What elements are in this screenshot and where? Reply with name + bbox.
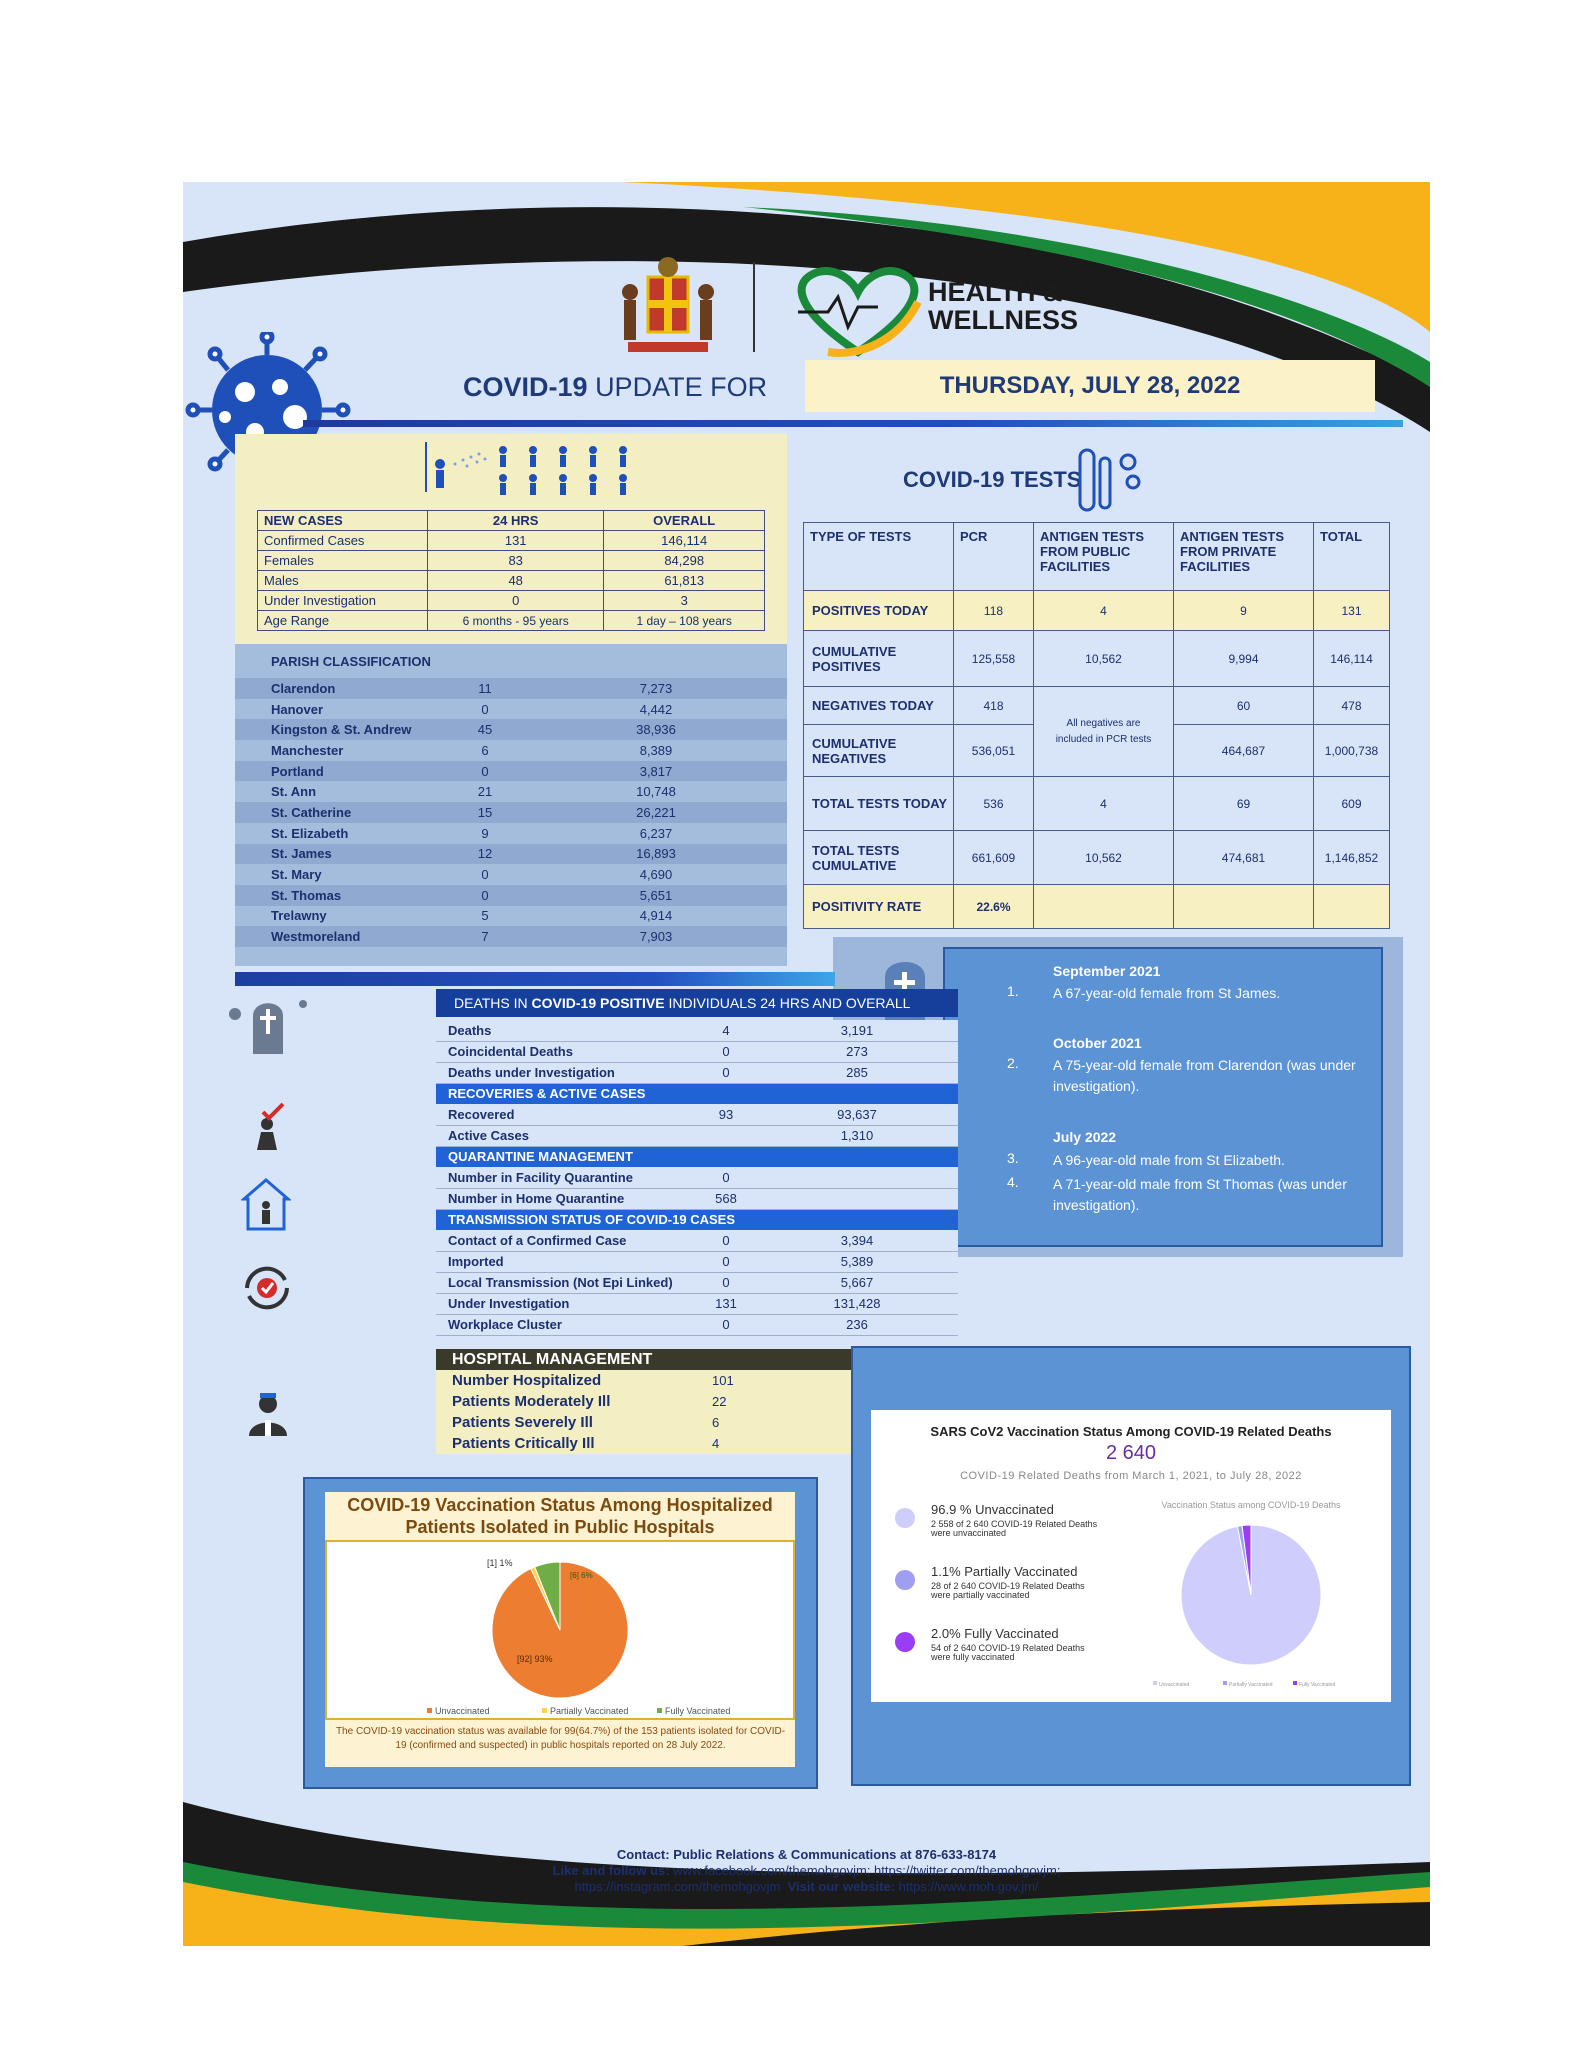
parish-row: Clarendon 11 7,273 (235, 678, 787, 699)
parish-title: PARISH CLASSIFICATION (271, 654, 431, 669)
table-row: TOTAL TESTS CUMULATIVE 661,609 10,562 474,681 1,146,852 (804, 831, 1390, 885)
header-rule (303, 420, 1403, 427)
legend-dot (895, 1632, 915, 1652)
table-row: Patients Moderately Ill 22 (452, 1393, 727, 1410)
legend-pct: 1.1% Partially Vaccinated (931, 1564, 1078, 1579)
legend-swatch (542, 1708, 547, 1713)
vacc-deaths-pie (1151, 1515, 1351, 1690)
pie-label-fully: [6] 6% (570, 1571, 593, 1580)
panel-divider (425, 442, 427, 492)
table-row: Confirmed Cases 131 146,114 (258, 531, 765, 551)
table-row: Under Investigation 0 3 (258, 591, 765, 611)
table-row: NEGATIVES TODAY 418 All negatives are included in PCR tests 60 478 (804, 687, 1390, 725)
legend-swatch (1293, 1681, 1297, 1685)
doctor-icon (243, 1390, 293, 1440)
table-row: Under Investigation 131 131,428 (436, 1293, 958, 1314)
legend-label: Partially Vaccinated (1229, 1682, 1273, 1688)
header-divider (753, 262, 755, 352)
table-row: POSITIVES TODAY 118 4 9 131 (804, 591, 1390, 631)
bulletin-sheet (183, 182, 1430, 1946)
tests-table (803, 522, 1390, 929)
table-row: Patients Critically Ill 4 (452, 1435, 720, 1452)
table-row: CUMULATIVE NEGATIVES 536,051 464,687 1,000,738 (804, 725, 1390, 777)
negatives-note: All negatives are included in PCR tests (1034, 687, 1174, 777)
pie-label-unvaccinated: [92] 93% (517, 1654, 553, 1664)
pie-label-partial: [1] 1% (487, 1558, 513, 1568)
parish-table (235, 678, 787, 947)
tests-title: COVID-19 TESTS (903, 467, 1082, 492)
legend-swatch (427, 1708, 432, 1713)
legend-pct: 96.9 % Unvaccinated (931, 1502, 1054, 1517)
test-tube-icon (1068, 440, 1148, 520)
parish-row: Westmoreland 7 7,903 (235, 926, 787, 947)
table-row: Active Cases 1,310 (436, 1125, 958, 1146)
table-row: TOTAL TESTS TODAY 536 4 69 609 (804, 777, 1390, 831)
table-row: Number in Home Quarantine 568 (436, 1188, 958, 1209)
table-row: Deaths under Investigation 0 285 (436, 1062, 958, 1083)
hospital-heading: HOSPITAL MANAGEMENT (436, 1349, 958, 1370)
legend-swatch (657, 1708, 662, 1713)
vacc-deaths-card (871, 1410, 1391, 1702)
legend-dot (895, 1508, 915, 1528)
table-row: Workplace Cluster 0 236 (436, 1314, 958, 1335)
parish-row: St. Mary 0 4,690 (271, 867, 673, 883)
legend-pct: 2.0% Fully Vaccinated (931, 1626, 1059, 1641)
social-links[interactable]: www.facebook.com/themohgovjm; https://twitter.com/themohgovjm; (673, 1863, 1061, 1878)
legend-dot (895, 1570, 915, 1590)
vacc-hosp-note: The COVID-19 vaccination status was available for 99(64.7%) of the 153 patients isolated for COVID-19 (confirmed and suspected) in public hospitals reported on 28 July 2022. (335, 1726, 786, 1751)
legend-desc: 28 of 2 640 COVID-19 Related Deaths were partially vaccinated (931, 1581, 1085, 1600)
parish-row: St. Ann 21 10,748 (271, 784, 676, 800)
home-quarantine-icon (241, 1177, 291, 1232)
table-row: Number Hospitalized 101 (452, 1372, 734, 1389)
recovered-person-icon (249, 1102, 289, 1152)
new-cases-table (257, 510, 765, 631)
legend-label: Unvaccinated (435, 1706, 490, 1716)
table-row: Number in Facility Quarantine 0 (436, 1167, 958, 1188)
vacc-hosp-title: COVID-19 Vaccination Status Among Hospitalized Patients Isolated in Public Hospitals (347, 1495, 773, 1537)
new-cases-panel (235, 434, 787, 646)
parish-row: St. Elizabeth 9 6,237 (271, 825, 673, 841)
transmission-heading: TRANSMISSION STATUS OF COVID-19 CASES (436, 1209, 958, 1230)
people-spray-icon (425, 442, 635, 502)
vacc-deaths-pie-title: Vaccination Status among COVID-19 Deaths (1161, 1500, 1341, 1510)
legend-swatch (1223, 1681, 1227, 1685)
ministry-logo-text: MINISTRY OF HEALTH & WELLNESS (928, 267, 1079, 335)
table-row: Coincidental Deaths 0 273 (436, 1041, 958, 1062)
website-link[interactable]: https://www.moh.gov.jm/ (898, 1879, 1039, 1894)
legend-desc: 54 of 2 640 COVID-19 Related Deaths were fully vaccinated (931, 1643, 1085, 1662)
parish-row: St. Catherine 15 26,221 (235, 802, 787, 823)
parish-row: St. Thomas 0 5,651 (235, 885, 787, 906)
parish-row: Portland 0 3,817 (235, 761, 787, 782)
vacc-hosp-chart (325, 1540, 795, 1720)
legend-label: Partially Vaccinated (550, 1706, 629, 1716)
table-row: Local Transmission (Not Epi Linked) 0 5,667 (436, 1272, 958, 1293)
legend-label: Fully Vaccinated (665, 1706, 731, 1716)
table-row: Recovered 93 93,637 (436, 1104, 958, 1125)
instagram-link[interactable]: https://instagram.com/themohgovjm (574, 1879, 781, 1894)
deaths-table (436, 1020, 958, 1336)
legend-desc: 2 558 of 2 640 COVID-19 Related Deaths were unvaccinated (931, 1519, 1098, 1538)
table-row: Patients Severely Ill 6 (452, 1414, 720, 1431)
legend-label: Unvaccinated (1159, 1682, 1190, 1688)
parish-row: Kingston & St. Andrew 45 38,936 (235, 719, 787, 740)
deaths-list: September 2021 1. A 67-year-old female from St James. October 2021 2. A 75-year-old female from Clarendon (was under investigation). July 2022 3. A 96-year-old male from St Elizabeth. 4. A 71-year-old male from St Thomas (was under investigation). (943, 947, 1383, 1247)
table-row: Deaths 4 3,191 (436, 1020, 958, 1041)
table-header-row: NEW CASES 24 HRS OVERALL (258, 511, 765, 531)
grave-icon (223, 994, 313, 1064)
heart-logo-icon (788, 262, 928, 362)
vacc-hosp-pie (327, 1542, 793, 1718)
quarantine-heading: QUARANTINE MANAGEMENT (436, 1146, 958, 1167)
table-row: CUMULATIVE POSITIVES 125,558 10,562 9,994 146,114 (804, 631, 1390, 687)
recoveries-heading: RECOVERIES & ACTIVE CASES (436, 1083, 958, 1104)
table-row: POSITIVITY RATE 22.6% (804, 885, 1390, 929)
section-bar (235, 972, 835, 986)
table-row: Males 48 61,813 (258, 571, 765, 591)
vacc-deaths-title: SARS CoV2 Vaccination Status Among COVID-19 Related Deaths (930, 1424, 1332, 1439)
date-banner: THURSDAY, JULY 28, 2022 (805, 360, 1375, 412)
transmission-cycle-icon (237, 1260, 297, 1315)
table-row: Contact of a Confirmed Case 0 3,394 (436, 1230, 958, 1251)
parish-row: St. James 12 16,893 (235, 844, 787, 865)
parish-row: Hanover 0 4,442 (271, 701, 673, 717)
table-header-row: TYPE OF TESTS PCR ANTIGEN TESTS FROM PUBLIC FACILITIES ANTIGEN TESTS FROM PRIVATE FACILITIES TOTAL (804, 523, 1390, 591)
table-row: Age Range 6 months - 95 years 1 day – 108 years (258, 611, 765, 631)
coat-of-arms-icon (608, 252, 728, 362)
parish-panel (235, 644, 787, 966)
table-row: Females 83 84,298 (258, 551, 765, 571)
table-row: Imported 0 5,389 (436, 1251, 958, 1272)
deaths-table-heading: DEATHS IN COVID-19 POSITIVE INDIVIDUALS 24 HRS AND OVERALL (436, 989, 958, 1017)
update-title: COVID-19 UPDATE FOR (463, 372, 768, 402)
footer: Contact: Public Relations & Communications at 876-633-8174 Like and follow us: www.facebook.com/themohgovjm; https://twitter.com/themohgovjm; https://instagram.com/themohgovjm Visit our website: https://www.moh.gov.jm/ (552, 1847, 1061, 1894)
legend-swatch (1153, 1681, 1157, 1685)
vacc-deaths-subtitle: COVID-19 Related Deaths from March 1, 2021, to July 28, 2022 (960, 1470, 1302, 1482)
parish-row: Manchester 6 8,389 (271, 742, 673, 758)
vacc-deaths-total: 2 640 (1105, 1442, 1157, 1464)
legend-label: Fully Vaccinated (1299, 1682, 1336, 1688)
parish-row: Trelawny 5 4,914 (271, 908, 673, 924)
